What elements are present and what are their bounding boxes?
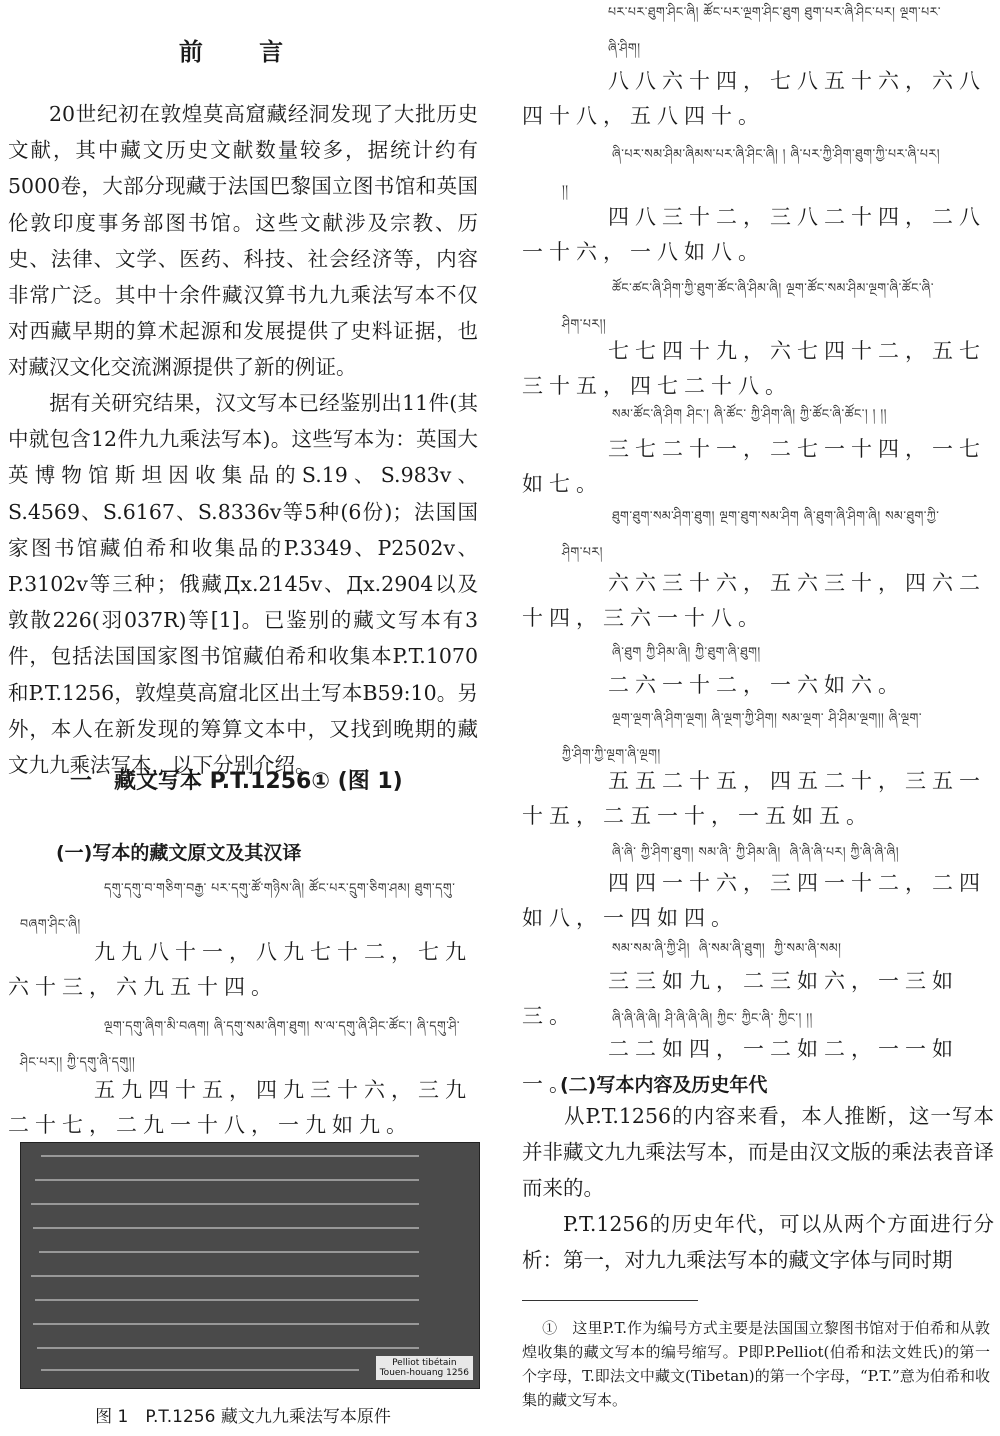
chinese-translation-1: 九九八十一，八九七十二，七九六十三，六九五十四。: [8, 940, 472, 999]
footnote-text: ① 这里P.T.作为编号方式主要是法国国立黎图书馆对于伯希和从敦煌收集的藏文写本的编号缩写。P即P.Pelliot(伯希和法文姓氏)的第一个字母，T.即法文中藏文(Tibetan)的第一个字母，“P.T.”意为伯希和收集的藏文写本。: [522, 1319, 990, 1409]
archive-label-line-1: Pelliot tibétain: [392, 1358, 457, 1368]
chinese-translation-2: 五九四十五，四九三十六，三九二十七，二九一十八，一九如九。: [8, 1078, 472, 1137]
preface-paragraph-1: [8, 96, 478, 386]
analysis-paragraph-2: [522, 1206, 994, 1278]
analysis-text-2: P.T.1256的历史年代，可以从两个方面进行分析：第一，对九九乘法写本的藏文字体与同时期: [522, 1212, 994, 1273]
preface-text-2: 据有关研究结果，汉文写本已经鉴别出11件(其中就包含12件九九乘法写本)。这些写本为：英国大英博物馆斯坦因收集品的S.19、S.983v、S.4569、S.6167、S.8336v等5种(6份)；法国国家图书馆藏伯希和收集品的P.3349、P2502v、P.3102v等三种；俄藏Дx.2145v、Дx.2904以及敦散226(羽037R)等[1]。已鉴别的藏文写本有3件，包括法国国家图书馆藏伯希和收集本P.T.1070和P.T.1256，敦煌莫高窟北区出土写本B59:10。另外，本人在新发现的筹算文本中，又找到晚期的藏文九九乘法写本，以下分别介绍。: [8, 391, 478, 778]
tibetan-line-r2: ཞི་པར་སམ་ཤིམ་ཞིམས་པར་ཞི་ཤིང་ཞི། ། ཞི་པར་ཀྱི་ཤིག་ཐུག་ཀྱི་པར་ཞི་པར། །།: [562, 146, 941, 197]
footnote: [522, 1316, 990, 1412]
tibetan-line-r3: ཚོང་ཚང་ཞི་ཤིག་ཀྱི་ཐུག་ཚོང་ཞི་ཤིམ་ཞི། ལྔག་ཚོང་སམ་ཤིམ་ལྔག་ཞི་ཚོང་ཞི་ ཤིག་པར།།: [562, 280, 934, 331]
tibetan-line-r7: ལྔག་ལྔག་ཞི་ཤིག་ལྔག། ཞི་ལྔག་ཀྱི་ཤིག། སམ་ལྔག་ ཤི་ཤིམ་ལྔག།། ཞི་ལྔག་ ཀྱི་ཤིག་ཀྱི་ལྔག་ཞི་ལྔག།: [562, 710, 922, 761]
archive-label: [376, 1356, 473, 1380]
tibetan-line-1: དགུ་དགུ་བ་གཅིག་བརྒྱ་ པར་དགུ་ཚོ་གཉིས་ཞི། ཚོང་པར་དྲུག་ཅིག་ཤམ། ཐུག་དགུ་ བཞག་ཤིང་ཞི།: [20, 880, 456, 931]
manuscript-photo: [20, 1142, 480, 1389]
chinese-translation-r1: 八八六十四，七八五十六，六八四十八，五八四十。: [522, 69, 986, 128]
chinese-translation-r10: 二二如四，一二如二，一一如一。: [522, 1037, 959, 1096]
footnote-divider: [522, 1300, 698, 1301]
chinese-translation-r7: 五五二十五，四五二十，三五一十五，二五一十，一五如五。: [522, 769, 986, 828]
chinese-translation-r2: 四八三十二，三八二十四，二八一十六，一八如八。: [522, 205, 986, 264]
analysis-text-1: 从P.T.1256的内容来看，本人推断，这一写本并非藏文九九乘法写本，而是由汉文版的乘法表音译而来的。: [522, 1104, 994, 1201]
subsection-heading-2: (二)写本内容及历史年代: [560, 1074, 768, 1096]
chinese-translation-r6: 二六一十二，一六如六。: [608, 673, 905, 697]
page-title: 前 言: [178, 37, 308, 66]
tibetan-line-r9: སམ་སམ་ཞི་ཀྱི་ཤི། ཞི་སམ་ཞི་ཐུག། ཀྱི་སམ་ཞི་སམ།: [612, 940, 842, 955]
tibetan-line-r5: ཐུག་ཐུག་སམ་ཤིག་ཐུག། ལྔག་ཐུག་སམ་ཤིག ཞི་ཐུག་ཞི་ཤིག་ཞི། སམ་ཐུག་ཀྱི་ ཤིག་པར།: [562, 508, 940, 559]
chinese-translation-r5: 六六三十六，五六三十，四六二十四，三六一十八。: [522, 571, 986, 630]
chinese-translation-r9: 三三如九，二三如六，一三如三。: [522, 969, 959, 1028]
chinese-translation-r4: 三七二十一，二七一十四，一七如七。: [522, 437, 986, 496]
figure-caption: 图 1 P.T.1256 藏文九九乘法写本原件: [95, 1407, 391, 1427]
tibetan-top-continued: པར་པར་ཐུག་ཤིང་ཞི། ཚོང་པར་ལྔག་ཤིང་ཐུག ཐུག་པར་ཞི་ཤིང་པར། ལྔག་པར་ ཞི་ཤིག།: [608, 4, 942, 55]
tibetan-line-r10: ཞི་ཞི་ཞི་ཞི། ཤི་ཞི་ཞི་ཞི། ཀྱིང་ ཀྱིང་ཞི་ ཀྱིང་། །།: [612, 1010, 813, 1025]
tibetan-line-r8: ཞི་ཞི་ ཀྱི་ཤིག་ཐུག། སམ་ཞི་ ཀྱི་ཤིམ་ཞི། ཞི་ཞི་ཞི་པར། ཀྱི་ཞི་ཞི་ཞི།: [612, 844, 900, 859]
tibetan-line-r4: སམ་ཚོང་ཞི་ཤིག ཤིང་། ཞི་ཚོང་ ཀྱི་ཤིག་ཞི། ཀྱི་ཚོང་ཞི་ཚོང་། ། །།: [612, 406, 887, 421]
subsection-heading-1: (一)写本的藏文原文及其汉译: [56, 842, 302, 864]
analysis-paragraph-1: [522, 1098, 994, 1207]
tibetan-line-2: ལྔག་དགུ་ཞིག་མི་བཞག། ཞི་དགུ་སམ་ཞིག་ཐུག། ས་ལ་དགུ་ཞི་ཤིང་ཚོང་། ཞི་དགུ་ཤི་ ཤིང་པར།། ཀྱི་དགུ་ཞི་དགུ།།: [20, 1018, 461, 1069]
archive-label-line-2: Touen-houang 1256: [379, 1368, 469, 1378]
chinese-translation-r3: 七七四十九，六七四十二，五七三十五，四七二十八。: [522, 339, 986, 398]
tibetan-line-r6: ཞི་ཐུག ཀྱི་ཤིམ་ཞི། ཀྱི་ཐུག་ཞི་ཐུག།: [612, 644, 761, 659]
section-heading-1: 一 藏文写本 P.T.1256① (图 1): [70, 769, 403, 794]
chinese-translation-r8: 四四一十六，三四一十二，二四如八，一四如四。: [522, 871, 986, 930]
preface-text-1: 20世纪初在敦煌莫高窟藏经洞发现了大批历史文献，其中藏文历史文献数量较多，据统计约有5000卷，大部分现藏于法国巴黎国立图书馆和英国伦敦印度事务部图书馆。这些文献涉及宗教、历史、法律、文学、医药、科技、社会经济等，内容非常广泛。其中十余件藏汉算书九九乘法写本不仅对西藏早期的算术起源和发展提供了史料证据，也对藏汉文化交流渊源提供了新的例证。: [8, 102, 478, 380]
preface-paragraph-2: [8, 385, 478, 783]
